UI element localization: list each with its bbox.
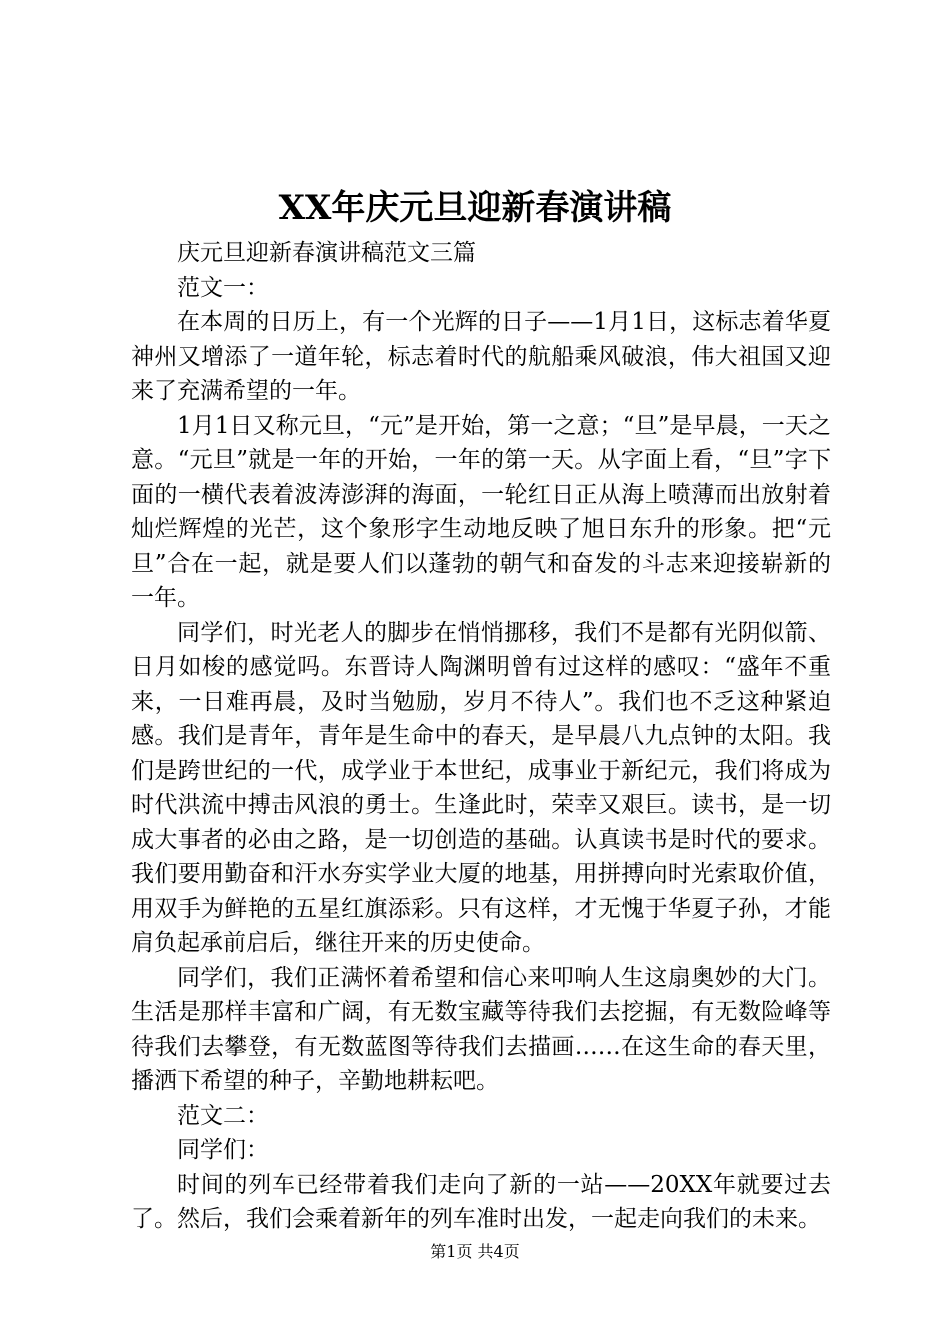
document-title: XX年庆元旦迎新春演讲稿 [278, 188, 672, 228]
body-paragraph: 时间的列车已经带着我们走向了新的一站——20XX年就要过去了。然后，我们会乘着新年的列车准时出发，一起走向我们的未来。 [131, 1171, 831, 1232]
page-footer: 第1页 共4页 [430, 1242, 520, 1261]
body-paragraph: 在本周的日历上，有一个光辉的日子——1月1日，这标志着华夏神州又增添了一道年轮，标志着时代的航船乘风破浪，伟大祖国又迎来了充满希望的一年。 [131, 309, 831, 404]
subtitle-paragraph: 庆元旦迎新春演讲稿范文三篇 [177, 240, 476, 266]
body-paragraph: 同学们，时光老人的脚步在悄悄挪移，我们不是都有光阴似箭、日月如梭的感觉吗。东晋诗人陶渊明曾有过这样的感叹：“盛年不重来，一日难再晨，及时当勉励，岁月不待人”。我们也不乏这种紧迫感。我们是青年，青年是生命中的春天，是早晨八九点钟的太阳。我们是跨世纪的一代，成学业于本世纪，成事业于新纪元，我们将成为时代洪流中搏击风浪的勇士。生逢此时，荣幸又艰巨。读书，是一切成大事者的必由之路，是一切创造的基础。认真读书是时代的要求。我们要用勤奋和汗水夯实学业大厦的地基，用拼搏向时光索取价值，用双手为鲜艳的五星红旗添彩。只有这样，才无愧于华夏子孙，才能肩负起承前启后，继往开来的历史使命。 [131, 619, 831, 956]
section-heading-one: 范文一： [177, 274, 269, 301]
section-heading-two: 范文二： [177, 1102, 269, 1129]
body-paragraph: 同学们，我们正满怀着希望和信心来叩响人生这扇奥妙的大门。生活是那样丰富和广阔，有无数宝藏等待我们去挖掘，有无数险峰等待我们去攀登，有无数蓝图等待我们去描画……在这生命的春天里，播洒下希望的种子，辛勤地耕耘吧。 [131, 964, 831, 1094]
document-body [131, 236, 831, 1237]
salutation-paragraph: 同学们： [177, 1137, 269, 1163]
body-paragraph: 1月1日又称元旦，“元”是开始，第一之意；“旦”是早晨，一天之意。“元旦”就是一年的开始，一年的第一天。从字面上看，“旦”字下面的一横代表着波涛澎湃的海面，一轮红日正从海上喷薄而出放射着灿烂辉煌的光芒，这个象形字生动地反映了旭日东升的形象。把“元旦”合在一起，就是要人们以蓬勃的朝气和奋发的斗志来迎接崭新的一年。 [131, 412, 831, 611]
